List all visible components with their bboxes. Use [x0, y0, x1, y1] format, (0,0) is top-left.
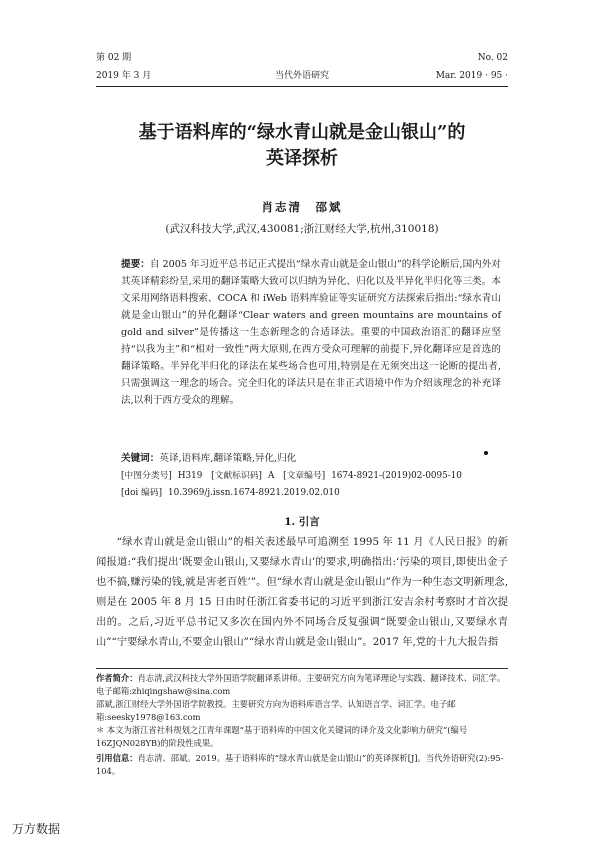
doi-label: [doi 编码]	[121, 488, 162, 498]
watermark: 万方数据	[12, 822, 61, 836]
footnote-author2: 邵斌,浙江财经大学外国语学院教授。主要研究方向为语料库语言学、认知语言学、词汇学。电子邮箱:seesky1978@163.com	[96, 699, 456, 722]
header-rule	[96, 86, 508, 87]
title-line-1: 基于语料库的“绿水青山就是金山银山”的	[138, 122, 466, 143]
issue-number-cn: 第 02 期	[96, 53, 132, 63]
author1-text: 肖志清,武汉科技大学外国语学院翻译系讲师。主要研究方向为笔译理论与实践、翻译技术、词汇学。电子邮箱:zhiqingshaw@sina.com	[96, 673, 506, 696]
title-line-2: 英译探析	[266, 148, 338, 169]
clc-value: H319	[177, 471, 203, 481]
footnote-citation	[96, 752, 508, 778]
doc-code-label: [文献标识码]	[211, 471, 262, 481]
classification-row	[121, 470, 521, 483]
article-number-label: [文章编号]	[283, 471, 326, 481]
footnote-funding: ＊ 本文为浙江省社科规划之江青年课题“基于语料库的中国文化关键词的译介及文化影响力研究”(编号 16ZJQN028YB)的阶段性成果。	[96, 725, 468, 748]
abstract-label: 提要：	[121, 259, 150, 270]
intro-paragraph: “绿水青山就是金山银山”的相关表述最早可追溯至 1995 年 11 月《人民日报》的新闻报道:“我们提出‘既要金山银山,又要绿水青山’的要求,明确指出:‘污染的项目,即使出金子也不搞,赚污染的钱,就是害老百姓’”。但“绿水青山就是金山银山”作为一种生态文明新理念,则是在 2005 年 8 月 15 日由时任浙江省委书记的习近平到浙江安吉余村考察时才首次提出的。之后,习近平总书记又多次在国内外不同场合反复强调“既要金山银山,又要绿水青山”“宁要绿水青山,不要金山银山”“绿水青山就是金山银山”。2017 年,党的十九大报告指	[96, 536, 508, 648]
author-note-label: 作者简介：	[96, 673, 138, 683]
section-heading: 1. 引言	[284, 516, 320, 528]
citation-label: 引用信息：	[96, 753, 138, 763]
journal-name: 当代外语研究	[274, 71, 329, 81]
date-page-en: Mar. 2019 · 95 ·	[435, 71, 508, 81]
abstract-text: 自 2005 年习近平总书记正式提出“绿水青山就是金山银山”的科学论断后,国内外对其英译精彩纷呈,采用的翻译策略大致可以归纳为异化、归化以及半异化半归化等三类。本文采用网络语料搜索、COCA 和 iWeb 语料库验证等实证研究方法探索后指出:“绿水青山就是金山银山”的异化翻译“Clear waters and green mountains are mountains of gold and silver”是传播这一生态新理念的合适译法。重要的中国政治语汇的翻译应坚持“以我为主”和“相对一致性”两大原则,在西方受众可理解的前提下,异化翻译应是首选的翻译策略。半异化半归化的译法在某些场合也可用,特别是在无须突出这一论断的提出者,只需强调这一理念的场合。完全归化的译法只是在非正式语境中作为介绍该理念的补充译法,以利于西方受众的理解。	[121, 259, 502, 406]
footnote-rule	[96, 668, 508, 669]
authors: 肖志清 邵斌	[261, 200, 343, 214]
clc-label: [中图分类号]	[121, 471, 172, 481]
affiliation: (武汉科技大学,武汉,430081;浙江财经大学,杭州,310018)	[165, 223, 439, 235]
abstract	[121, 256, 501, 409]
issue-number-en: No. 02	[477, 53, 508, 63]
citation-text: 肖志清、邵斌。2019。基于语料库的“绿水青山就是金山银山”的英译探析[J]。当代外语研究(2):95-104。	[96, 753, 504, 776]
doi-row	[121, 487, 521, 500]
date-cn: 2019 年 3 月	[96, 71, 152, 81]
keywords	[121, 452, 501, 466]
footnote-author1	[96, 672, 508, 698]
article-number-value: 1674-8921-(2019)02-0095-10	[331, 471, 462, 481]
keywords-text: 英译,语料库,翻译策略,异化,归化	[159, 453, 297, 464]
doc-code-value: A	[267, 471, 275, 481]
doi-value: 10.3969/j.issn.1674-8921.2019.02.010	[168, 488, 340, 498]
keywords-label: 关键词：	[121, 453, 160, 464]
article-title	[60, 120, 544, 172]
